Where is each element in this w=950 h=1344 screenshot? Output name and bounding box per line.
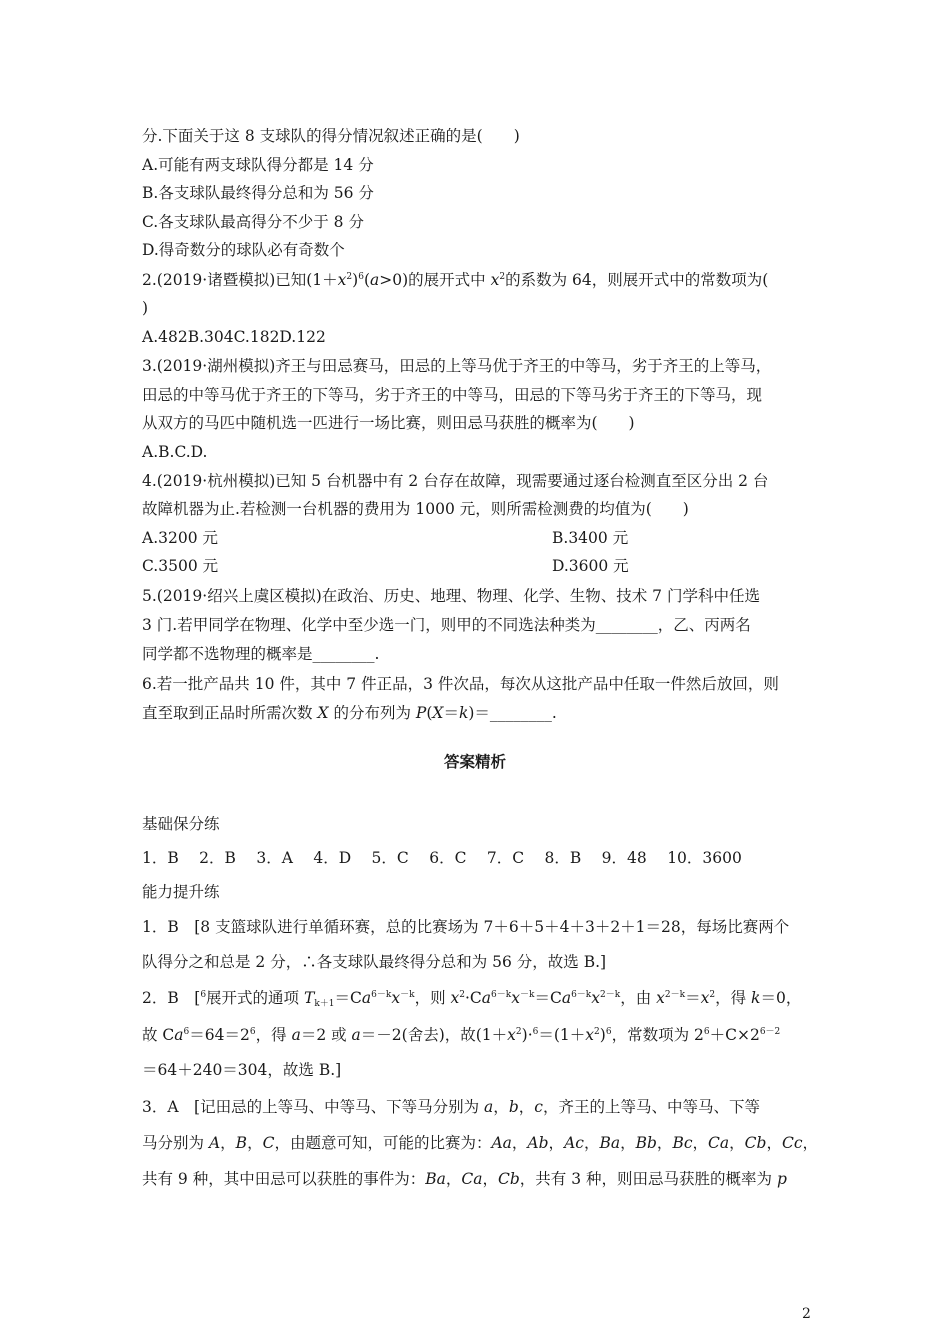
question-2-options: A.482B.304C.182D.122 — [142, 328, 326, 346]
answer-3-line-1: 3．A [记田忌的上等马、中等马、下等马分别为 a，b，c，齐王的上等马、中等马、下等 — [142, 1098, 760, 1116]
option-d: D.得奇数分的球队必有奇数个 — [142, 241, 345, 259]
option-c: C.各支球队最高得分不少于 8 分 — [142, 213, 364, 231]
question-2-cont: ) — [142, 299, 149, 317]
question-6-line-1: 6.若一批产品共 10 件，其中 7 件正品，3 件次品，每次从这批产品中任取一件然后放回，则 — [142, 675, 779, 693]
question-5-line-1: 5.(2019·绍兴上虞区模拟)在政治、历史、地理、物理、化学、生物、技术 7 门学科中任选 — [142, 587, 760, 605]
basic-section-label: 基础保分练 — [142, 815, 220, 833]
answers-heading: 答案精析 — [443, 752, 506, 771]
question-4-options-row-1: A.3200 元 B.3400 元 — [142, 529, 629, 547]
answer-3-line-3: 共有 9 种，其中田忌可以获胜的事件为：Ba，Ca，Cb，共有 3 种，则田忌马获胜的概率为 p — [142, 1170, 787, 1188]
basic-answers: 1．B 2．B 3．A 4．D 5．C 6．C 7．C 8．B 9．48 10．3600 — [142, 849, 742, 867]
option-b: B.各支球队最终得分总和为 56 分 — [142, 184, 374, 202]
answer-1-line-2: 队得分之和总是 2 分，∴各支球队最终得分总和为 56 分，故选 B.] — [142, 953, 607, 971]
option-a: A.可能有两支球队得分都是 14 分 — [142, 156, 374, 174]
answer-2-line-1: 2．B [$^6$展开式的通项 $T_{k+1}=Ca^{6-k}x^{-k}$，则 $x^2\cdot Ca^{6-k}x^{-k}=Ca^{6-k}x^{2-k}$，由 $x^{2-k}=x^2$，得 k＝0， — [142, 989, 802, 1009]
answer-3-line-2: 马分别为 A，B，C，由题意可知，可能的比赛为：Aa，Ab，Ac，Ba，Bb，Bc，Ca，Cb，Cc， — [142, 1134, 819, 1152]
answer-2-line-2: 故 $Ca^6=64=2^6$，得 a＝2 或 a＝－2(舍去)，故$(1+x^2)\cdot^6=(1+x^2)^6$，常数项为 $2^6+C\times 2^{6-2}$ — [142, 1026, 781, 1044]
advanced-section-label: 能力提升练 — [142, 883, 220, 901]
question-4-line-1: 4.(2019·杭州模拟)已知 5 台机器中有 2 台存在故障，现需要通过逐台检测直至区分出 2 台 — [142, 472, 769, 490]
question-1-stem-end: 分.下面关于这 8 支球队的得分情况叙述正确的是( ) — [142, 127, 520, 145]
answer-1-line-1: 1．B [8 支篮球队进行单循环赛，总的比赛场为 7＋6＋5＋4＋3＋2＋1＝28，每场比赛两个 — [142, 918, 790, 936]
question-3-line-1: 3.(2019·湖州模拟)齐王与田忌赛马，田忌的上等马优于齐王的中等马，劣于齐王的上等马， — [142, 357, 772, 375]
question-4-options-row-2: C.3500 元 D.3600 元 — [142, 557, 629, 575]
question-3-line-2: 田忌的中等马优于齐王的下等马，劣于齐王的中等马，田忌的下等马劣于齐王的下等马，现 — [142, 386, 763, 404]
question-2: 2.(2019·诸暨模拟)已知$(1+x^2)^6(a>0)$的展开式中 $x^2$的系数为 64，则展开式中的常数项为( — [142, 271, 769, 289]
question-3-options: A.B.C.D. — [142, 443, 208, 461]
page-number: 2 — [802, 1306, 811, 1322]
question-6-line-2: 直至取到正品时所需次数 X 的分布列为 P(X＝k)＝________. — [142, 704, 557, 722]
answer-2-line-3: ＝64＋240＝304，故选 B.] — [142, 1061, 342, 1079]
question-5-line-3: 同学都不选物理的概率是________. — [142, 645, 380, 663]
question-3-line-3: 从双方的马匹中随机选一匹进行一场比赛，则田忌马获胜的概率为( ) — [142, 414, 635, 432]
question-5-line-2: 3 门.若甲同学在物理、化学中至少选一门，则甲的不同选法种类为________，乙、丙两名 — [142, 616, 751, 634]
question-4-line-2: 故障机器为止.若检测一台机器的费用为 1000 元，则所需检测费的均值为( ) — [142, 500, 689, 518]
